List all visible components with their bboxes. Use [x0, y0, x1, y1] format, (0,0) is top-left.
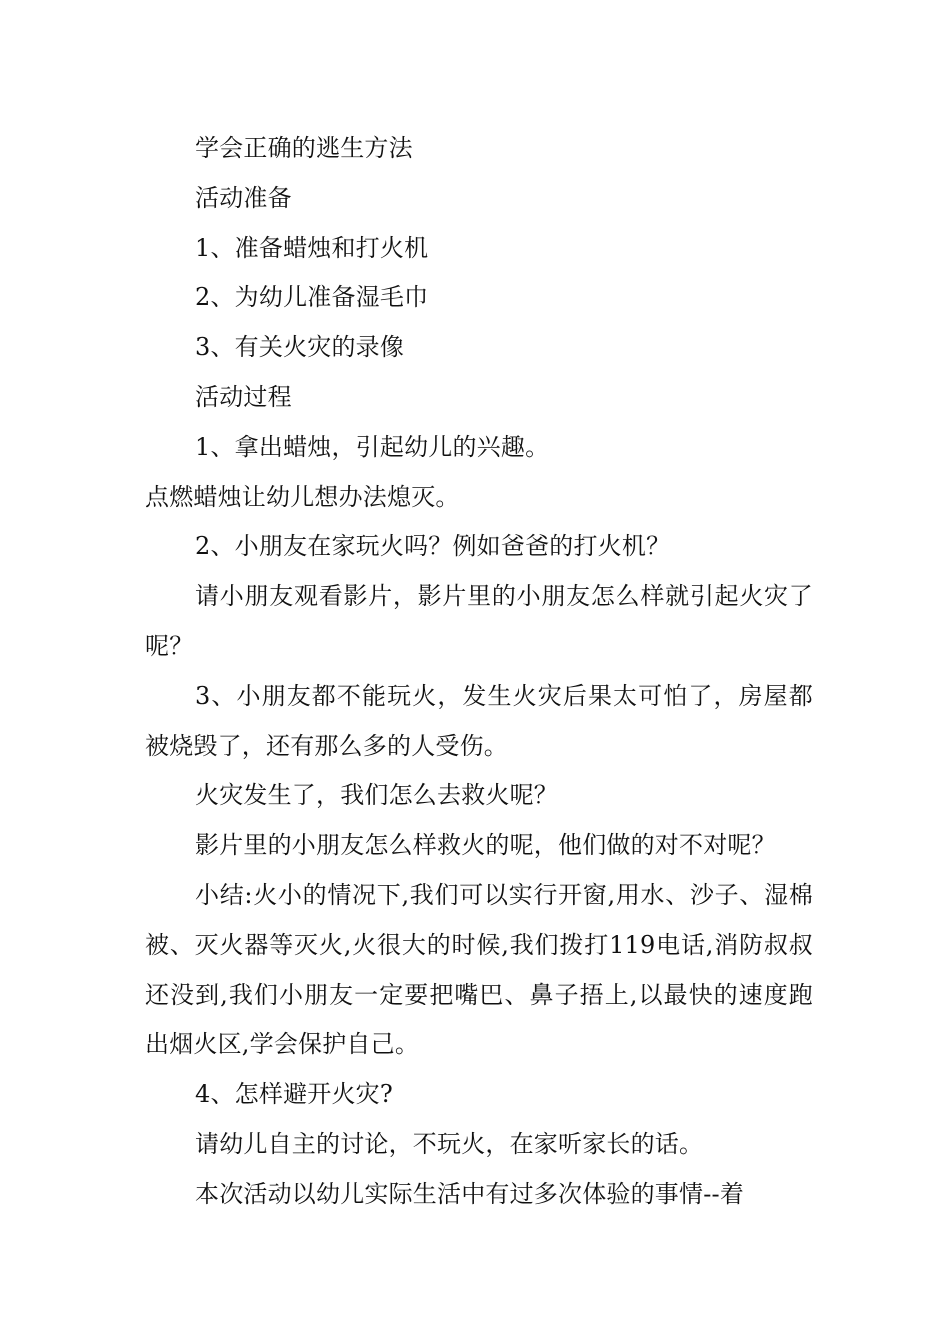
process-step-3-detail: 影片里的小朋友怎么样救火的呢，他们做的对不对呢？ — [195, 831, 776, 860]
paragraph-escape-methods: 学会正确的逃生方法 — [195, 134, 413, 162]
process-step-3-question: 火灾发生了，我们怎么去救火呢？ — [195, 781, 558, 810]
reflection-paragraph: 本次活动以幼儿实际生活中有过多次体验的事情--着 — [195, 1179, 745, 1208]
document-body — [145, 124, 813, 1220]
process-step-1: 1、拿出蜡烛，引起幼儿的兴趣。 — [195, 432, 550, 461]
heading-activity-preparation: 活动准备 — [195, 183, 292, 212]
summary-paragraph: 小结:火小的情况下,我们可以实行开窗,用水、沙子、湿棉被、灭火器等灭火,火很大的时候,我们拨打119电话,消防叔叔还没到,我们小朋友一定要把嘴巴、鼻子捂上,以最快的速度跑出烟火区,学会保护自己。 — [145, 880, 813, 1059]
process-step-4-detail: 请幼儿自主的讨论，不玩火，在家听家长的话。 — [195, 1129, 704, 1158]
heading-activity-process: 活动过程 — [195, 382, 292, 411]
prep-item-3: 3、有关火灾的录像 — [195, 333, 405, 362]
process-step-2-detail: 请小朋友观看影片，影片里的小朋友怎么样就引起火灾了呢？ — [145, 582, 813, 660]
prep-item-1: 1、准备蜡烛和打火机 — [195, 233, 429, 262]
process-step-4: 4、怎样避开火灾? — [195, 1080, 393, 1109]
process-step-3: 3、小朋友都不能玩火，发生火灾后果太可怕了，房屋都被烧毁了，还有那么多的人受伤。 — [145, 681, 813, 760]
prep-item-2: 2、为幼儿准备湿毛巾 — [195, 283, 429, 312]
process-step-2: 2、小朋友在家玩火吗？例如爸爸的打火机？ — [195, 532, 671, 561]
process-step-1-detail: 点燃蜡烛让幼儿想办法熄灭。 — [145, 482, 460, 511]
